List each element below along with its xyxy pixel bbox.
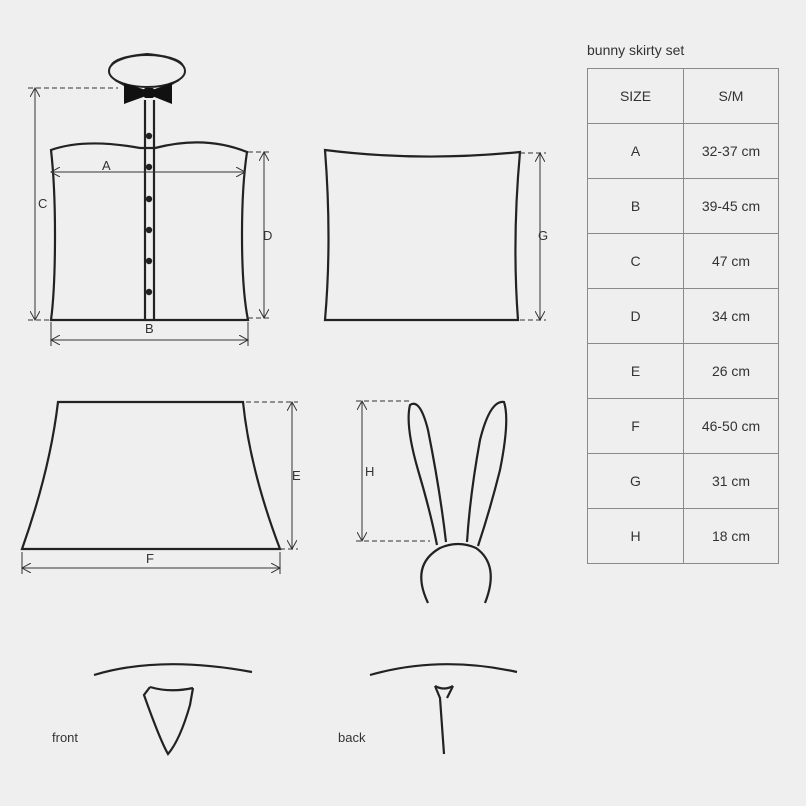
size-cell: F	[588, 399, 684, 454]
dimension-lines	[28, 88, 273, 346]
table-row	[588, 509, 779, 564]
thong-front	[94, 664, 252, 754]
size-cell: G	[588, 454, 684, 509]
button-dot	[146, 133, 152, 139]
value-cell: 26 cm	[684, 344, 779, 399]
dimension-label-d: D	[263, 228, 273, 243]
button-dot	[146, 164, 152, 170]
button-dot	[146, 196, 152, 202]
value-cell: 46-50 cm	[684, 399, 779, 454]
button-dot	[146, 227, 152, 233]
size-table	[587, 68, 779, 564]
value-cell: 18 cm	[684, 509, 779, 564]
shirt-buttons	[146, 133, 152, 295]
button-dot	[146, 289, 152, 295]
value-cell: 39-45 cm	[684, 179, 779, 234]
table-row	[588, 179, 779, 234]
table-header-row	[588, 69, 779, 124]
dimension-label-c: C	[38, 196, 48, 211]
size-cell: C	[588, 234, 684, 289]
table-row	[588, 399, 779, 454]
column-header-sm: S/M	[684, 69, 779, 124]
dimension-label-a: A	[102, 158, 111, 173]
value-cell: 47 cm	[684, 234, 779, 289]
dimension-label-e: E	[292, 468, 301, 483]
size-cell: H	[588, 509, 684, 564]
dimension-label-b: B	[145, 321, 154, 336]
dimension-label-g: G	[538, 228, 549, 243]
set-title: bunny skirty set	[587, 42, 685, 58]
skirt	[22, 402, 280, 549]
thong-back	[370, 664, 517, 754]
dimension-label-f: F	[146, 551, 154, 566]
size-cell: E	[588, 344, 684, 399]
value-cell: 31 cm	[684, 454, 779, 509]
table-row	[588, 234, 779, 289]
bunny-ears-headband	[409, 402, 507, 603]
table-row	[588, 454, 779, 509]
table-row	[588, 289, 779, 344]
size-cell: A	[588, 124, 684, 179]
caption-front: front	[52, 730, 79, 745]
collar	[109, 54, 185, 87]
value-cell: 34 cm	[684, 289, 779, 344]
size-cell: B	[588, 179, 684, 234]
value-cell: 32-37 cm	[684, 124, 779, 179]
dimension-label-h: H	[365, 464, 375, 479]
caption-back: back	[338, 730, 366, 745]
button-dot	[146, 258, 152, 264]
size-cell: D	[588, 289, 684, 344]
column-header-size: SIZE	[588, 69, 684, 124]
table-row	[588, 124, 779, 179]
back-panel	[325, 150, 520, 320]
table-row	[588, 344, 779, 399]
